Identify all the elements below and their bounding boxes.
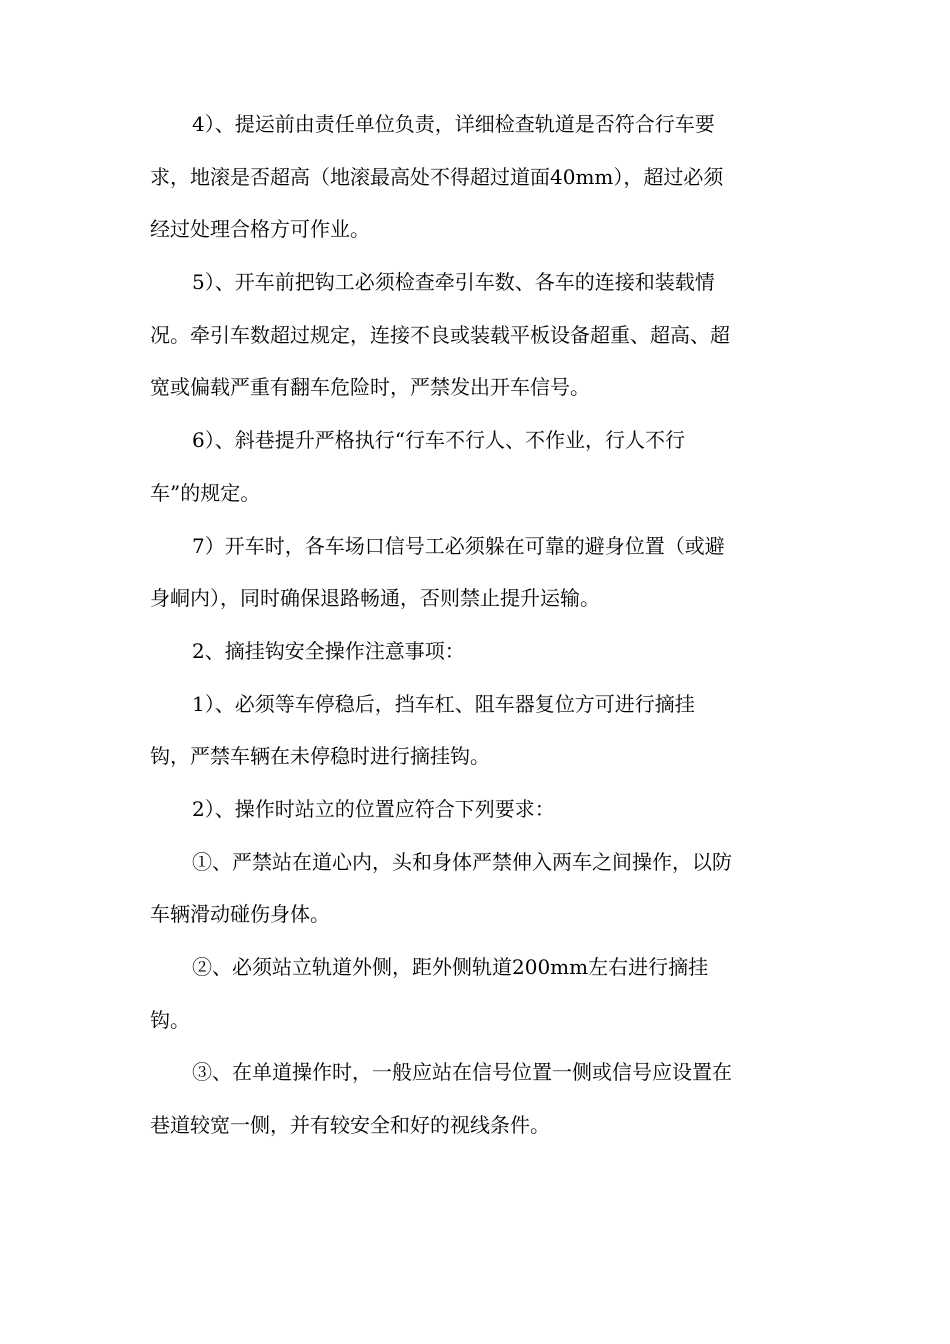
paragraph-line: 车辆滑动碰伤身体。: [150, 902, 330, 927]
paragraph-line: ③、在单道操作时，一般应站在信号位置一侧或信号应设置在: [192, 1060, 732, 1085]
paragraph-line: 身峒内），同时确保退路畅通，否则禁止提升运输。: [150, 586, 600, 611]
paragraph-line: 6）、斜巷提升严格执行“行车不行人、不作业，行人不行: [192, 428, 685, 453]
paragraph-line: 5）、开车前把钩工必须检查牵引车数、各车的连接和装载情: [192, 270, 715, 295]
paragraph-line: ②、必须站立轨道外侧，距外侧轨道200mm左右进行摘挂: [192, 955, 709, 979]
paragraph-line: 宽或偏载严重有翻车危险时，严禁发出开车信号。: [150, 375, 590, 400]
paragraph-line: 钩。: [150, 1007, 190, 1032]
paragraph-line: 车”的规定。: [150, 480, 261, 505]
section-heading: 2、摘挂钩安全操作注意事项：: [192, 638, 465, 663]
paragraph-line: 4）、提运前由责任单位负责，详细检查轨道是否符合行车要: [192, 112, 715, 136]
paragraph-line: 经过处理合格方可作业。: [150, 217, 370, 242]
paragraph-line: 况。牵引车数超过规定，连接不良或装载平板设备超重、超高、超: [150, 322, 730, 347]
paragraph-line: 2）、操作时站立的位置应符合下列要求：: [192, 796, 555, 821]
paragraph-line: 求，地滚是否超高（地滚最高处不得超过道面40mm），超过必须: [150, 164, 724, 189]
paragraph-line: ①、严禁站在道心内，头和身体严禁伸入两车之间操作，以防: [192, 849, 732, 874]
paragraph-line: 巷道较宽一侧，并有较安全和好的视线条件。: [150, 1113, 550, 1138]
paragraph-line: 钩，严禁车辆在未停稳时进行摘挂钩。: [150, 744, 490, 769]
paragraph-line: 7）开车时，各车场口信号工必须躲在可靠的避身位置（或避: [192, 533, 725, 558]
paragraph-line: 1）、必须等车停稳后，挡车杠、阻车器复位方可进行摘挂: [192, 691, 695, 716]
document-body: [150, 112, 810, 1166]
